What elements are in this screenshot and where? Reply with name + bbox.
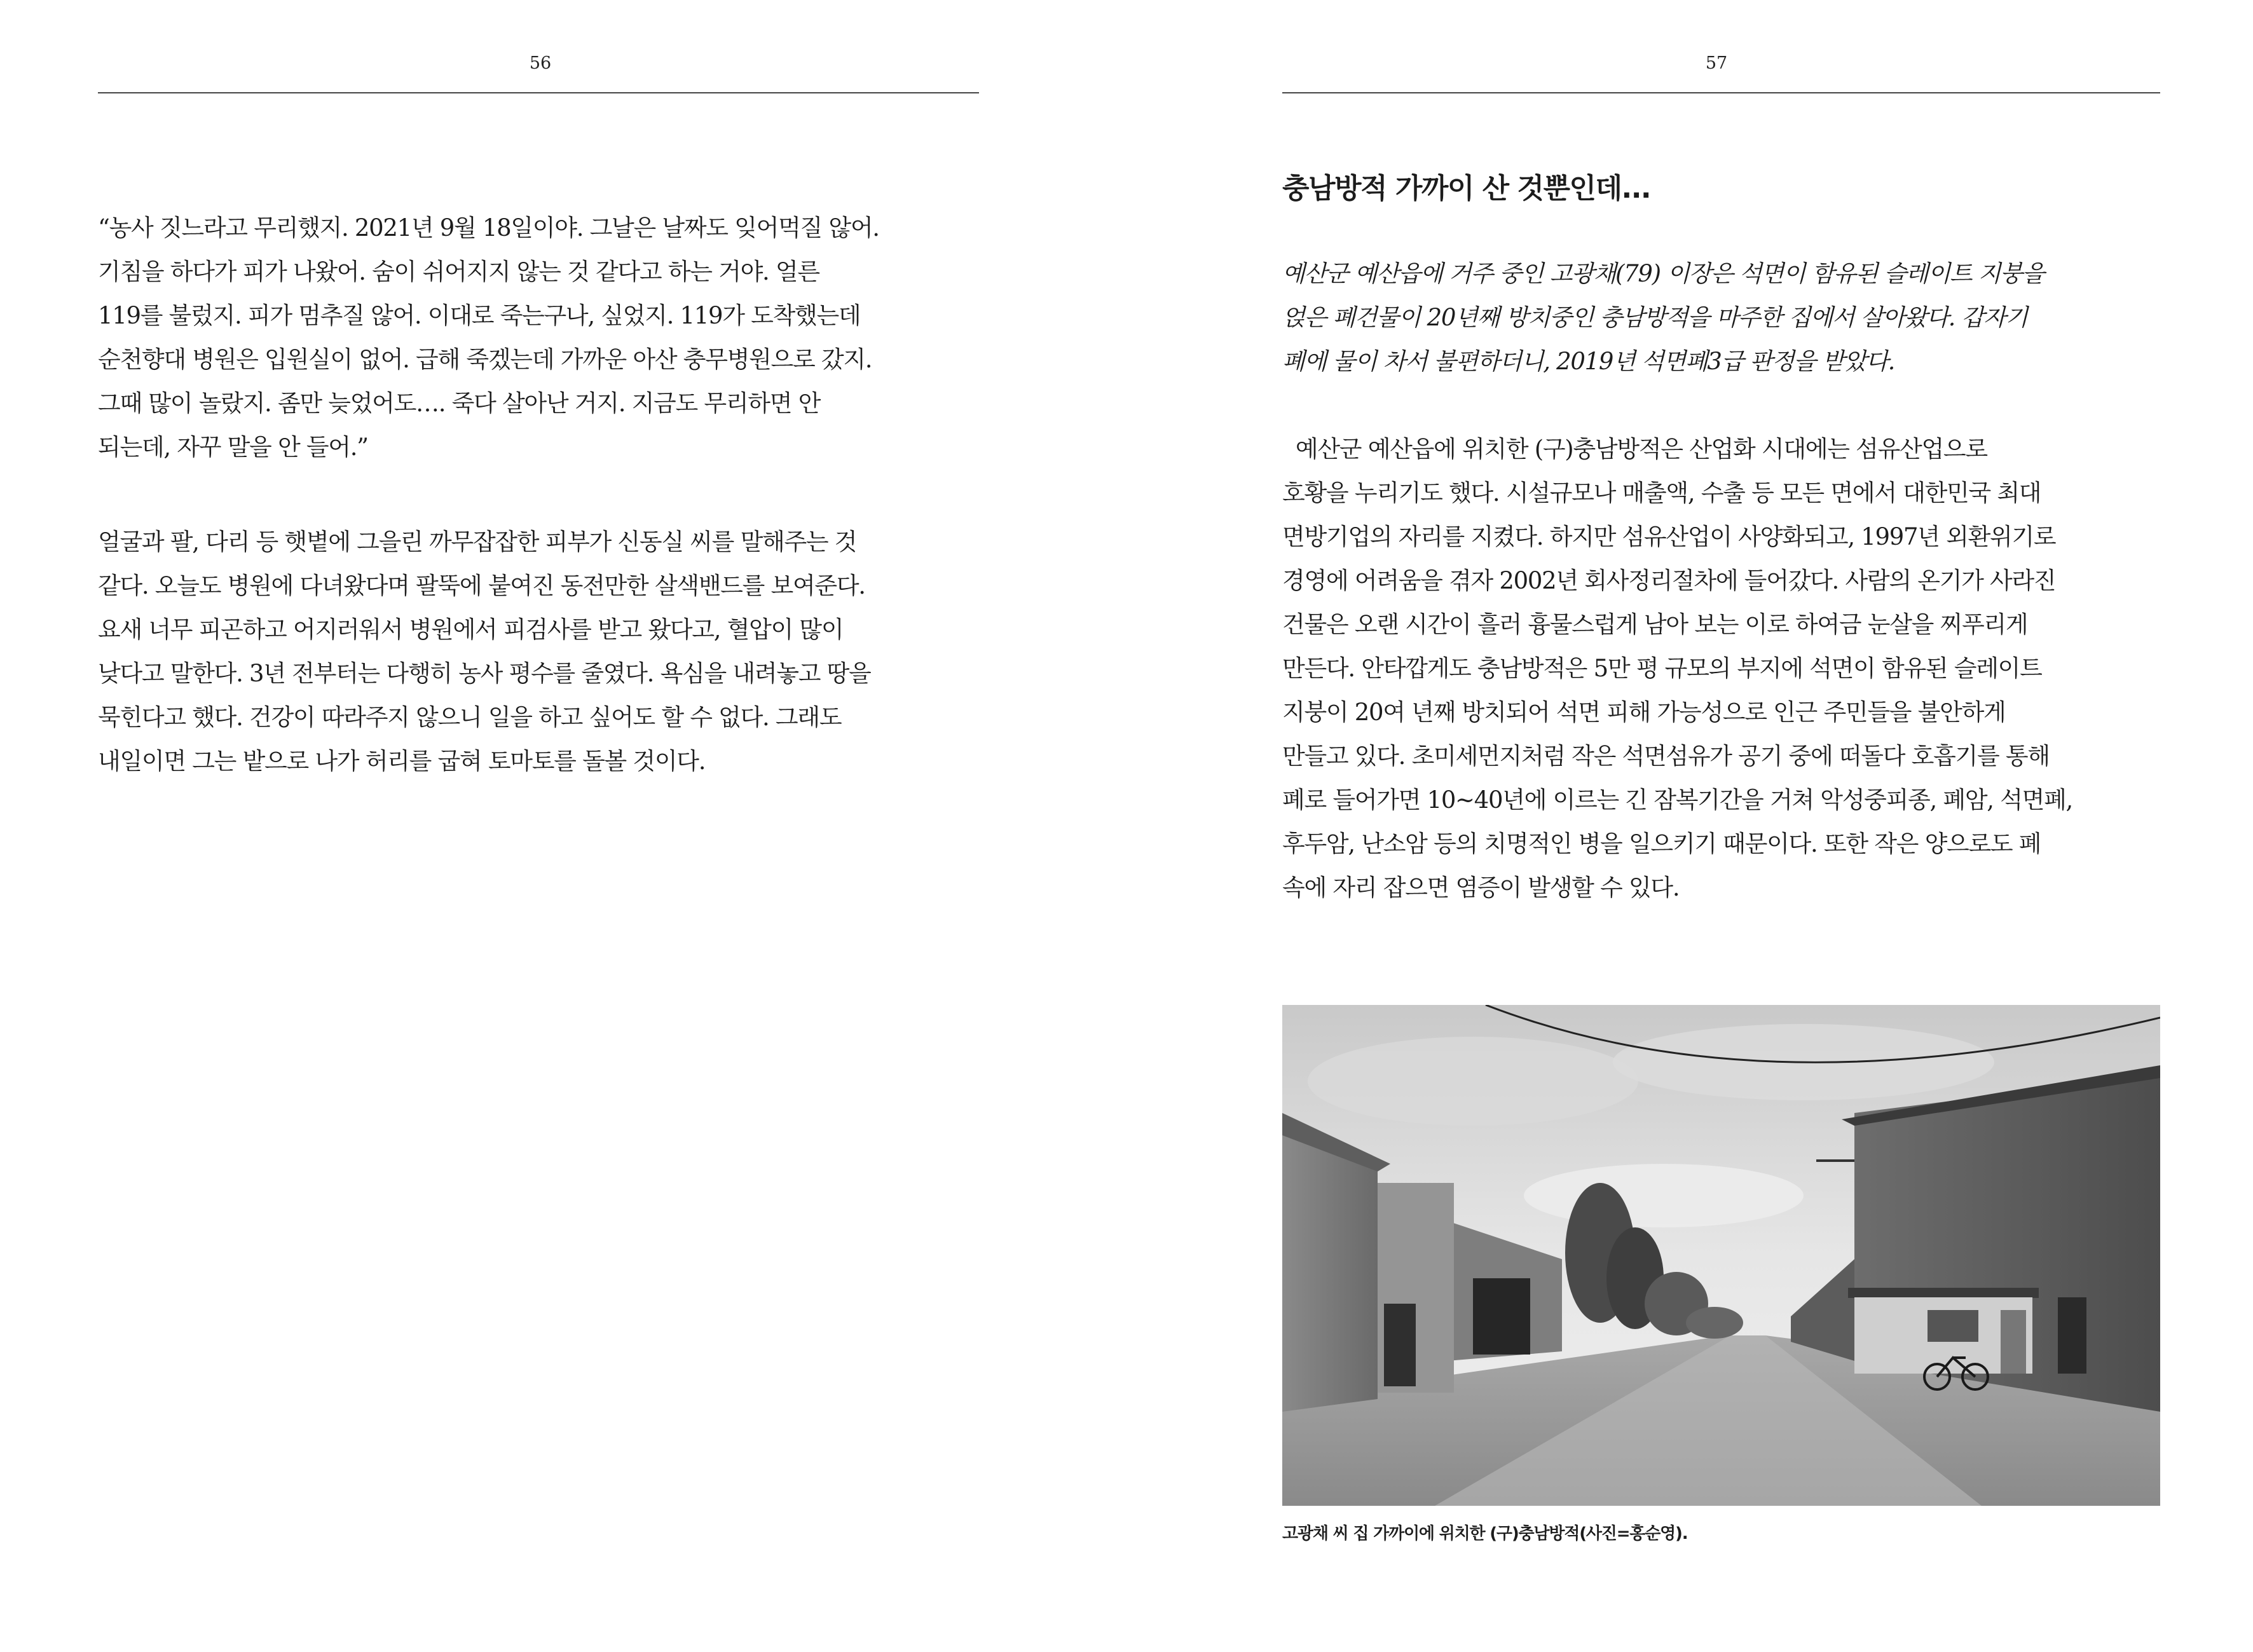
text-line: 얼굴과 팔, 다리 등 햇볕에 그을린 까무잡잡한 피부가 신동실 씨를 말해주는 것	[98, 528, 857, 556]
text-line: “농사 짓느라고 무리했지. 2021년 9월 18일이야. 그날은 날짜도 잊어먹질 않어.	[98, 214, 879, 242]
garage-opening	[1473, 1278, 1530, 1355]
header-rule-right	[1282, 92, 2160, 93]
awning	[1848, 1288, 2039, 1298]
text-line: 속에 자리 잡으면 염증이 발생할 수 있다.	[1282, 874, 1680, 901]
text-line: 예산군 예산읍에 위치한 (구)충남방적은 산업화 시대에는 섬유산업으로	[1282, 435, 1987, 463]
text-line: 예산군 예산읍에 거주 중인 고광채(79) 이장은 석면이 함유된 슬레이트 지붕을	[1282, 260, 2044, 287]
text-line: 얹은 폐건물이 20년째 방치중인 충남방적을 마주한 집에서 살아왔다. 갑자기	[1282, 304, 2027, 331]
text-line: 호황을 누리기도 했다. 시설규모나 매출액, 수출 등 모든 면에서 대한민국 최대	[1282, 479, 2041, 507]
door	[2001, 1310, 2026, 1374]
photo-caption: 고광채 씨 집 가까이에 위치한 (구)충남방적(사진=홍순영).	[1282, 1524, 1688, 1543]
text-line: 내일이면 그는 밭으로 나가 허리를 굽혀 토마토를 돌볼 것이다.	[98, 747, 706, 775]
page-number-right: 57	[1705, 53, 1728, 73]
door-right	[2058, 1297, 2086, 1374]
quote-paragraph	[98, 206, 879, 469]
text-line: 만들고 있다. 초미세먼지처럼 작은 석면섬유가 공기 중에 떠돌다 호흡기를 통해	[1282, 742, 2050, 770]
header-rule-left	[98, 92, 979, 93]
text-line: 그때 많이 놀랐지. 좀만 늦었어도…. 죽다 살아난 거지. 지금도 무리하면 안	[98, 390, 821, 417]
text-line: 건물은 오랜 시간이 흘러 흉물스럽게 남아 보는 이로 하여금 눈살을 찌푸리게	[1282, 611, 2028, 638]
text-line: 면방기업의 자리를 지켰다. 하지만 섬유산업이 사양화되고, 1997년 외환위기로	[1282, 523, 2056, 550]
text-line: 폐로 들어가면 10~40년에 이르는 긴 잠복기간을 거쳐 악성중피종, 폐암, 석면폐,	[1282, 786, 2073, 814]
building-left-near	[1282, 1132, 1378, 1412]
section-title: 충남방적 가까이 산 것뿐인데...	[1282, 172, 1651, 205]
text-line: 만든다. 안타깝게도 충남방적은 5만 평 규모의 부지에 석면이 함유된 슬레이트	[1282, 655, 2042, 682]
text-line: 같다. 오늘도 병원에 다녀왔다며 팔뚝에 붙여진 동전만한 살색밴드를 보여준다.	[98, 572, 865, 599]
text-line: 경영에 어려움을 겪자 2002년 회사정리절차에 들어갔다. 사람의 온기가 사라진	[1282, 567, 2056, 594]
narrative-paragraph	[98, 520, 870, 783]
text-line: 119를 불렀지. 피가 멈추질 않어. 이대로 죽는구나, 싶었지. 119가 도착했는데	[98, 302, 861, 329]
text-line: 요새 너무 피곤하고 어지러워서 병원에서 피검사를 받고 왔다고, 혈압이 많이	[98, 616, 844, 643]
factory-photo	[1282, 1005, 2160, 1506]
cloud	[1308, 1037, 1638, 1126]
text-line: 지붕이 20여 년째 방치되어 석면 피해 가능성으로 인근 주민들을 불안하게	[1282, 699, 2006, 726]
text-line: 폐에 물이 차서 불편하더니, 2019년 석면폐3급 판정을 받았다.	[1282, 348, 1895, 375]
window	[1928, 1310, 1978, 1342]
cloud	[1524, 1164, 1804, 1227]
lead-paragraph	[1282, 252, 2044, 383]
text-line: 순천향대 병원은 입원실이 없어. 급해 죽겠는데 가까운 아산 충무병원으로 갔지.	[98, 346, 872, 373]
page-number-left: 56	[529, 53, 552, 73]
text-line: 후두암, 난소암 등의 치명적인 병을 일으키기 때문이다. 또한 작은 양으로도 폐	[1282, 830, 2041, 857]
text-line: 기침을 하다가 피가 나왔어. 숨이 쉬어지지 않는 것 같다고 하는 거야. 얼른	[98, 258, 819, 285]
dark-door	[1384, 1304, 1416, 1386]
text-line: 되는데, 자꾸 말을 안 들어.”	[98, 433, 368, 461]
text-line: 낮다고 말한다. 3년 전부터는 다행히 농사 평수를 줄였다. 욕심을 내려놓고 땅을	[98, 660, 871, 687]
text-line: 묵힌다고 했다. 건강이 따라주지 않으니 일을 하고 싶어도 할 수 없다. 그래도	[98, 704, 842, 731]
body-paragraph	[1282, 427, 2072, 910]
tree	[1686, 1307, 1743, 1339]
